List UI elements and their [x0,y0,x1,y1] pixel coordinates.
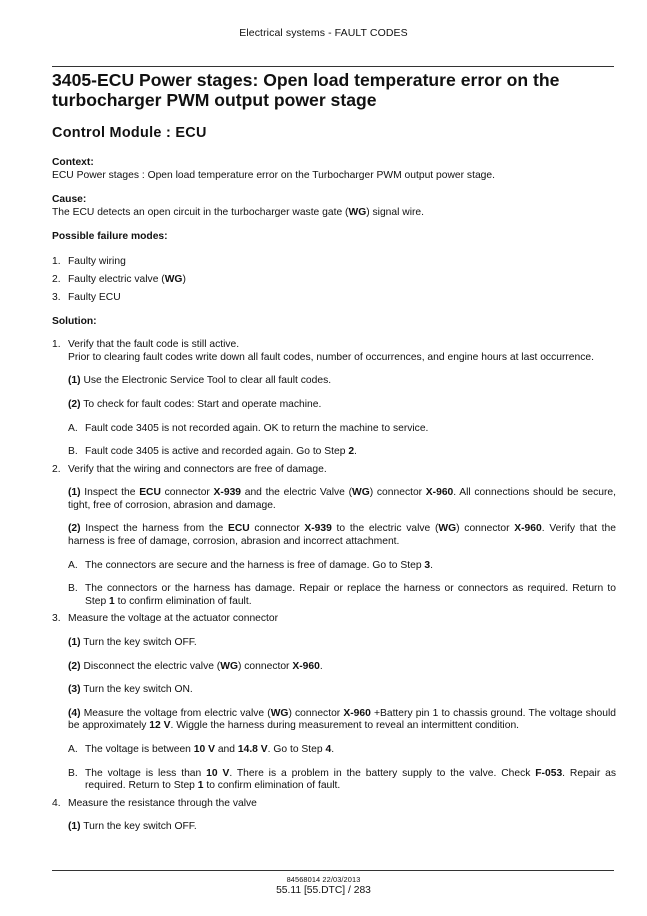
footer-rule [52,870,614,871]
substep: (4) Measure the voltage from electric valve (WG) connector X-960 +Battery pin 1 to chassis ground. The voltage should be approximately 12 V. Wiggle the harness during measurement to reveal an intermittent condition. [68,707,617,732]
option-a: A. Fault code 3405 is not recorded again. OK to return the machine to service. [68,422,429,434]
page-title: 3405-ECU Power stages: Open load temperature error on the turbocharger PWM output power stage [52,70,560,110]
list-item: 2. Faulty electric valve (WG) [52,273,186,285]
document-body [52,157,616,834]
cause-text: The ECU detects an open circuit in the turbocharger waste gate (WG) signal wire. [52,206,425,218]
substep: (1) Turn the key switch OFF. [68,821,197,833]
cause-label: Cause: [52,194,87,206]
solution-step-4: 4. Measure the resistance through the valve (1) Turn the key switch OFF. [52,798,616,834]
substep: (1) Use the Electronic Service Tool to clear all fault codes. [68,375,332,387]
header-rule [52,66,614,67]
substep: (3) Turn the key switch ON. [68,684,193,696]
option-b: B. The voltage is less than 10 V. There is a problem in the battery supply to the valve. Check F-053. Repair as required. Return to Step 1 to confirm elimination of fault. [68,767,616,792]
substep: (2) To check for fault codes: Start and operate machine. [68,398,322,410]
list-item: 3. Faulty ECU [52,291,121,303]
context-section [52,157,616,182]
substep: (1) Inspect the ECU connector X-939 and the electric Valve (WG) connector X-960. All connections should be secure, tight, free of corrosion, abrasion and damage. [68,487,616,511]
control-module-heading: Control Module : ECU [52,125,207,141]
option-b: B. Fault code 3405 is active and recorded again. Go to Step 2. [68,446,357,458]
solution-label: Solution: [52,315,97,327]
option-a: A. The connectors are secure and the harness is free of damage. Go to Step 3. [68,559,434,571]
option-a: A. The voltage is between 10 V and 14.8 V. Go to Step 4. [68,744,335,755]
option-b: B. The connectors or the harness has damage. Repair or replace the harness or connectors as required. Return to Step 1 to confirm elimination of fault. [68,583,616,607]
footer-page-number: 55.11 [55.DTC] / 283 [276,885,371,896]
solution-step-1: 1. Verify that the fault code is still active. Prior to clearing fault codes write down all fault codes, number of occurrences, and engine hours at last occurrence. (1) Use the Electronic Service Tool to clear all fault codes. (2) To check for fault codes: Start and operate machine. A. Fault code 3405 is not recorded again. OK to return the machine to service. B. Fault code 3405 is active and recorded again. Go to Step 2. [52,339,616,459]
running-header: Electrical systems - FAULT CODES [239,27,408,39]
footer-doc-ref: 84568014 22/03/2013 [286,875,361,884]
substep: (2) Inspect the harness from the ECU connector X-939 to the electric valve (WG) connector X-960. Verify that the harness is free of damage, corrosion, abrasion and incorrect attachment. [68,523,616,548]
context-text: ECU Power stages : Open load temperature error on the Turbocharger PWM output power stage. [52,169,495,181]
substep: (1) Turn the key switch OFF. [68,637,197,649]
substep: (2) Disconnect the electric valve (WG) connector X-960. [68,660,323,672]
list-item: 1. Faulty wiring [52,255,126,267]
context-label: Context: [52,157,94,168]
solution-step-2: 2. Verify that the wiring and connectors are free of damage. (1) Inspect the ECU connector X-939 and the electric Valve (WG) connector X-960. All connections should be secure, tight, free of corrosion, abrasion and damage. (2) Inspect the harness from the ECU connector X-939 to the electric valve (WG) connector X-960. Verify that the harness is free of damage, corrosion, abrasion and incorrect attachment. A. The connectors are secure and the harness is free of damage. Go to Step 3. B. The connectors or the harness has damage. Repair or replace the harness or connectors as required. Return to Step 1 to confirm elimination of fault. [52,463,616,607]
solution-step-3: 3. Measure the voltage at the actuator connector (1) Turn the key switch OFF. (2) Disconnect the electric valve (WG) connector X-960. (3) Turn the key switch ON. (4) Measure the voltage from electric valve (WG) connector X-960 +Battery pin 1 to chassis ground. The voltage should be approximately 12 V. Wiggle the harness during measurement to reveal an intermittent condition. A. The voltage is between 10 V and 14.8 V. Go to Step 4. B. The voltage is less than 10 V. There is a problem in the battery supply to the valve. Check F-053. Repair as required. Return to Step 1 to confirm elimination of fault. [52,613,617,792]
failure-modes-section [52,231,616,304]
cause-section [52,194,616,219]
failure-modes-label: Possible failure modes: [52,231,168,243]
